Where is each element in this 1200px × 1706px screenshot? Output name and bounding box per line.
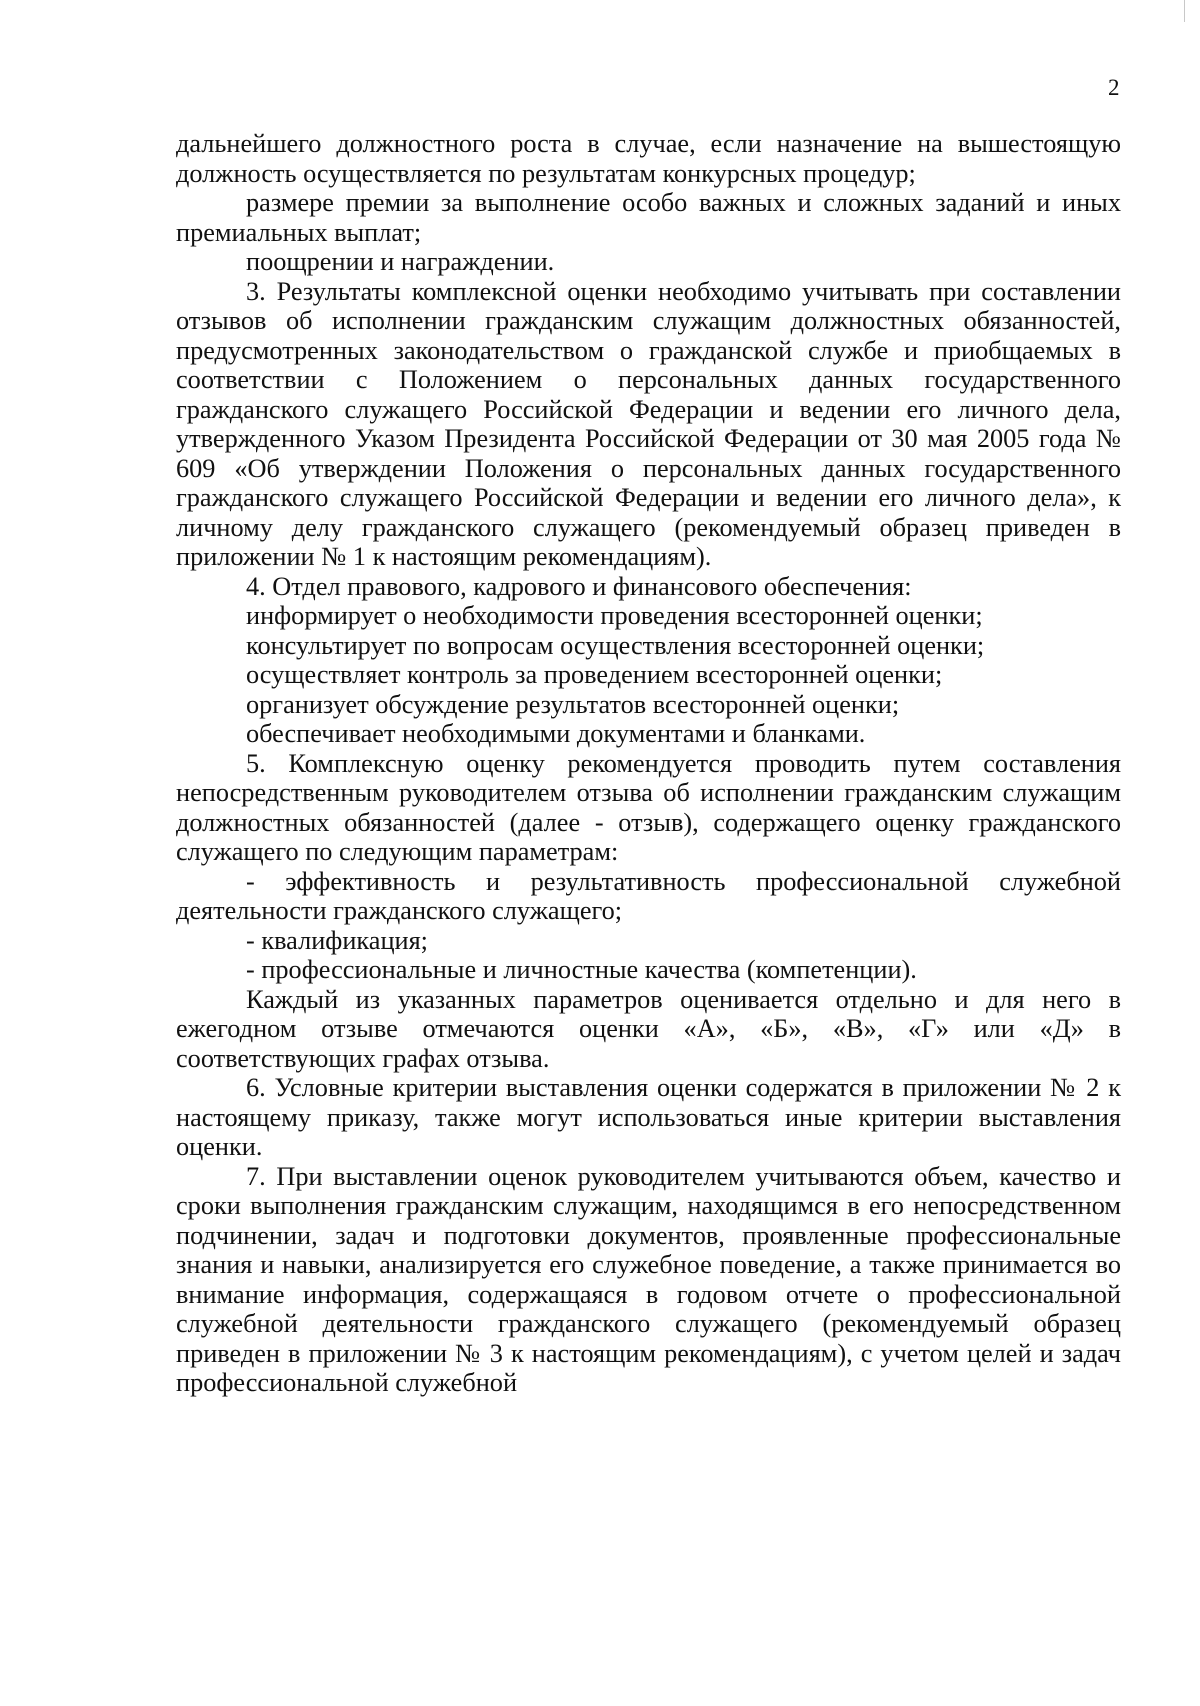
paragraph-item-4: 4. Отдел правового, кадрового и финансового обеспечения: [246,571,912,601]
paragraph-item-7: 7. При выставлении оценок руководителем учитываются объем, качество и сроки выполнения гражданским служащим, находящимся в его непосредственном подчинении, задач и подготовки документов, проявленные профессиональные знания и навыки, анализируется его служебное поведение, а также принимается во внимание информация, содержащаяся в годовом отчете о профессиональной служебной деятельности гражданского служащего (рекомендуемый образец приведен в приложении № 3 к настоящим рекомендациям), с учетом целей и задач профессиональной служебной [176,1161,1121,1397]
document-body [176,129,1121,1398]
paragraph-bonus-amount: размере премии за выполнение особо важных и сложных заданий и иных премиальных выплат; [176,188,1121,247]
paragraph-item-3: 3. Результаты комплексной оценки необходимо учитывать при составлении отзывов об исполнении гражданским служащим должностных обязанностей, предусмотренных законодательством о гражданской службе и приобщаемых в соответствии с Положением о персональных данных государственного гражданского служащего Российской Федерации и ведении его личного дела, утвержденного Указом Президента Российской Федерации от 30 мая 2005 года № 609 «Об утверждении Положения о персональных данных государственного гражданского служащего Российской Федерации и ведении его личного дела», к личному делу гражданского служащего (рекомендуемый образец приведен в приложении № 1 к настоящим рекомендациям). [176,276,1121,571]
scan-edge-mark [1184,0,1185,22]
paragraph-grades: Каждый из указанных параметров оценивается отдельно и для него в ежегодном отзыве отмечаются оценки «А», «Б», «В», «Г» или «Д» в соответствующих графах отзыва. [176,984,1121,1073]
paragraph-item-4-consults: консультирует по вопросам осуществления всесторонней оценки; [246,630,985,660]
paragraph-encouragement: поощрении и награждении. [246,247,555,276]
paragraph-item-4-informs: информирует о необходимости проведения всесторонней оценки; [246,601,983,630]
paragraph-item-5: 5. Комплексную оценку рекомендуется проводить путем составления непосредственным руководителем отзыва об исполнении гражданским служащим должностных обязанностей (далее - отзыв), содержащего оценку гражданского служащего по следующим параметрам: [176,748,1121,866]
paragraph-item-4-controls: осуществляет контроль за проведением всесторонней оценки; [246,660,943,689]
paragraph-item-4-organizes: организует обсуждение результатов всесторонней оценки; [246,689,900,719]
paragraph-item-4-provides: обеспечивает необходимыми документами и бланками. [246,719,866,748]
paragraph-continuation-career-growth: дальнейшего должностного роста в случае, если назначение на вышестоящую должность осуществляется по результатам конкурсных процедур; [176,129,1121,188]
paragraph-item-5-competencies: - профессиональные и личностные качества (компетенции). [246,955,917,984]
page-number: 2 [1108,75,1120,100]
paragraph-item-5-efficiency: - эффективность и результативность профессиональной служебной деятельности гражданского служащего; [176,866,1121,925]
paragraph-item-6: 6. Условные критерии выставления оценки содержатся в приложении № 2 к настоящему приказу, также могут использоваться иные критерии выставления оценки. [176,1073,1121,1161]
paragraph-item-5-qualification: - квалификация; [246,925,428,955]
